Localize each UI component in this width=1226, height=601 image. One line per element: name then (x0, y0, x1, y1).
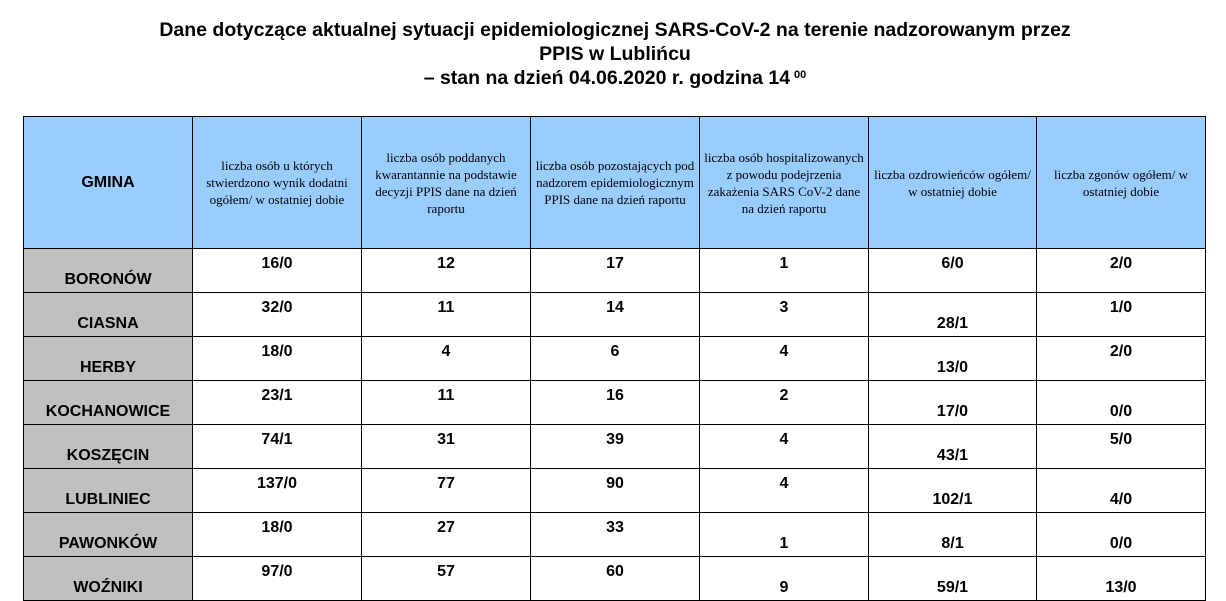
title-date-time: – stan na dzień 04.06.2020 r. godzina 14 (423, 67, 791, 89)
cell-gmina: PAWONKÓW (24, 513, 193, 557)
cell-supervision: 39 (531, 425, 700, 469)
epidemiology-table (23, 116, 1206, 601)
cell-gmina: HERBY (24, 337, 193, 381)
cell-quarantine: 27 (362, 513, 531, 557)
table-row (24, 425, 1206, 469)
cell-gmina: KOCHANOWICE (24, 381, 193, 425)
cell-gmina: WOŹNIKI (24, 557, 193, 601)
cell-hospitalized: 1 (700, 249, 869, 293)
table-row (24, 469, 1206, 513)
cell-hospitalized: 4 (700, 425, 869, 469)
table-row (24, 293, 1206, 337)
table-row (24, 513, 1206, 557)
cell-quarantine: 77 (362, 469, 531, 513)
cell-recovered: 6/0 (869, 249, 1037, 293)
table-body (24, 249, 1206, 601)
cell-recovered: 17/0 (869, 381, 1037, 425)
cell-gmina: BORONÓW (24, 249, 193, 293)
title-time-superscript: 00 (794, 69, 807, 81)
document-title (0, 18, 1226, 90)
cell-supervision: 60 (531, 557, 700, 601)
table-row (24, 337, 1206, 381)
cell-supervision: 90 (531, 469, 700, 513)
header-recovered: liczba ozdrowieńców ogółem/ w ostatniej dobie (869, 117, 1037, 249)
cell-cases: 18/0 (193, 337, 362, 381)
title-line-3 (0, 66, 1226, 90)
table-row (24, 381, 1206, 425)
table-row (24, 249, 1206, 293)
cell-hospitalized: 3 (700, 293, 869, 337)
title-line-2: PPIS w Lublińcu (539, 43, 691, 65)
cell-supervision: 14 (531, 293, 700, 337)
table-row (24, 557, 1206, 601)
cell-deaths: 4/0 (1037, 469, 1206, 513)
cell-supervision: 17 (531, 249, 700, 293)
cell-hospitalized: 4 (700, 337, 869, 381)
cell-recovered: 43/1 (869, 425, 1037, 469)
cell-hospitalized: 4 (700, 469, 869, 513)
cell-supervision: 16 (531, 381, 700, 425)
cell-deaths: 0/0 (1037, 513, 1206, 557)
cell-deaths: 13/0 (1037, 557, 1206, 601)
header-row (24, 117, 1206, 249)
header-gmina: GMINA (24, 117, 193, 249)
header-hospitalized: liczba osób hospitalizowanych z powodu podejrzenia zakażenia SARS CoV-2 dane na dzień raportu (700, 117, 869, 249)
cell-supervision: 6 (531, 337, 700, 381)
cell-recovered: 13/0 (869, 337, 1037, 381)
cell-deaths: 2/0 (1037, 337, 1206, 381)
cell-cases: 16/0 (193, 249, 362, 293)
cell-quarantine: 31 (362, 425, 531, 469)
cell-quarantine: 4 (362, 337, 531, 381)
cell-quarantine: 57 (362, 557, 531, 601)
cell-recovered: 28/1 (869, 293, 1037, 337)
header-quarantine: liczba osób poddanych kwarantannie na podstawie decyzji PPIS dane na dzień raportu (362, 117, 531, 249)
cell-hospitalized: 1 (700, 513, 869, 557)
cell-cases: 23/1 (193, 381, 362, 425)
cell-quarantine: 11 (362, 293, 531, 337)
cell-gmina: KOSZĘCIN (24, 425, 193, 469)
cell-supervision: 33 (531, 513, 700, 557)
cell-recovered: 102/1 (869, 469, 1037, 513)
cell-cases: 97/0 (193, 557, 362, 601)
table-header (24, 117, 1206, 249)
header-supervision: liczba osób pozostających pod nadzorem epidemiologicznym PPIS dane na dzień raportu (531, 117, 700, 249)
cell-cases: 32/0 (193, 293, 362, 337)
cell-gmina: CIASNA (24, 293, 193, 337)
cell-quarantine: 12 (362, 249, 531, 293)
cell-deaths: 5/0 (1037, 425, 1206, 469)
cell-deaths: 0/0 (1037, 381, 1206, 425)
header-cases: liczba osób u których stwierdzono wynik dodatni ogółem/ w ostatniej dobie (193, 117, 362, 249)
cell-hospitalized: 9 (700, 557, 869, 601)
cell-deaths: 2/0 (1037, 249, 1206, 293)
cell-deaths: 1/0 (1037, 293, 1206, 337)
cell-cases: 137/0 (193, 469, 362, 513)
cell-gmina: LUBLINIEC (24, 469, 193, 513)
cell-quarantine: 11 (362, 381, 531, 425)
header-deaths: liczba zgonów ogółem/ w ostatniej dobie (1037, 117, 1206, 249)
title-line-1: Dane dotyczące aktualnej sytuacji epidemiologicznej SARS-CoV-2 na terenie nadzorowanym przez (159, 19, 1071, 41)
cell-cases: 74/1 (193, 425, 362, 469)
cell-cases: 18/0 (193, 513, 362, 557)
cell-recovered: 59/1 (869, 557, 1037, 601)
cell-hospitalized: 2 (700, 381, 869, 425)
cell-recovered: 8/1 (869, 513, 1037, 557)
